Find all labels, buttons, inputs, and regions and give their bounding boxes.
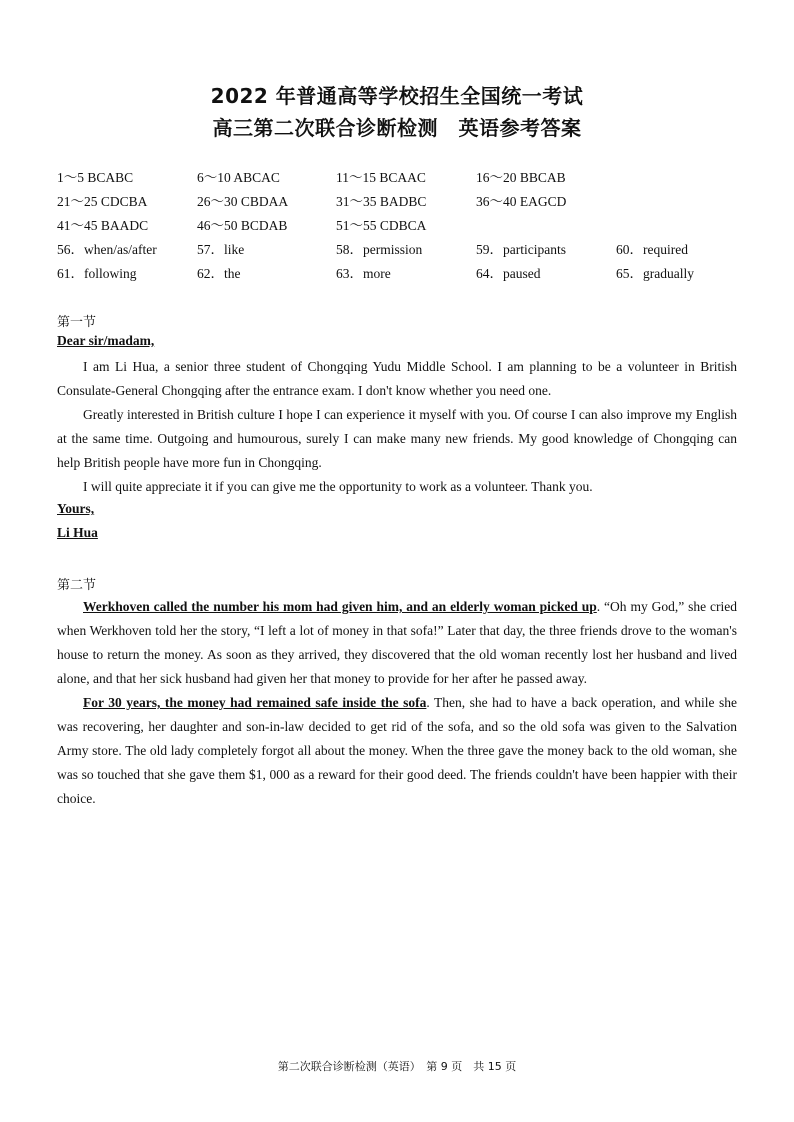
key-sentence: For 30 years, the money had remained safe inside the sofa xyxy=(83,695,427,710)
answer-row xyxy=(57,238,747,262)
answer-item: 56．when/as/after xyxy=(57,242,157,257)
story-paragraph xyxy=(57,595,737,691)
answer-item: 62．the xyxy=(197,266,241,281)
answer-item: 59．participants xyxy=(476,242,566,257)
answer-group: 51～55 CDBCA xyxy=(336,218,427,233)
answer-item: 60．required xyxy=(616,242,688,257)
answer-group: 36～40 EAGCD xyxy=(476,194,567,209)
answer-group: 31～35 BADBC xyxy=(336,194,427,209)
story-paragraph xyxy=(57,691,737,811)
key-sentence: Werkhoven called the number his mom had given him, and an elderly woman picked up xyxy=(83,599,597,614)
answer-group: 11～15 BCAAC xyxy=(336,170,426,185)
answer-group: 16～20 BBCAB xyxy=(476,170,566,185)
answer-item: 63．more xyxy=(336,266,391,281)
answer-key xyxy=(57,166,747,286)
page-footer: 第二次联合诊断检测（英语） 第 9 页 共 15 页 xyxy=(277,1060,517,1073)
answer-group: 21～25 CDCBA xyxy=(57,194,148,209)
paragraph-text: . Then, she had to have a back operation, and while she was recovering, her daughter and son-in-law decided to get rid of the sofa, and so the old sofa was given to the Salvation Army store. The old lady completely forgot all about the money. When the three gave the money back to the old woman, she was so touched that she gave them $1, 000 as a reward for their good deed. The friends couldn't have been happier with their choice. xyxy=(57,695,738,806)
answer-item: 64．paused xyxy=(476,266,541,281)
answer-row xyxy=(57,166,747,190)
answer-item: 61．following xyxy=(57,266,137,281)
letter-paragraph: I am Li Hua, a senior three student of Chongqing Yudu Middle School. I am planning to be a volunteer in British Consulate-General Chongqing after the entrance exam. I don't know whether you need one. xyxy=(57,359,737,398)
answer-item: 65．gradually xyxy=(616,266,694,281)
document-subtitle: 高三第二次联合诊断检测 英语参考答案 xyxy=(212,116,582,140)
answer-group: 1～5 BCABC xyxy=(57,170,134,185)
section-heading-2: 第二节 xyxy=(57,578,97,593)
letter-salutation: Dear sir/madam, xyxy=(57,333,155,348)
answer-row xyxy=(57,190,747,214)
section-heading-1: 第一节 xyxy=(57,315,97,330)
answer-group: 41～45 BAADC xyxy=(57,218,149,233)
letter-signature: Li Hua xyxy=(57,525,98,540)
letter-closing: Yours, xyxy=(57,501,95,516)
answer-item: 58．permission xyxy=(336,242,423,257)
paragraph-text: . “Oh my God,” she cried when Werkhoven told her the story, “I left a lot of money in that sofa!” Later that day, the three friends drove to the woman's house to return the money. As soon as they arrived, they discovered that the old woman recently lost her husband and lived alone, and that her sick husband had given her that money to provide for her after he passed away. xyxy=(57,599,737,686)
letter-paragraph: I will quite appreciate it if you can give me the opportunity to work as a volunteer. Thank you. xyxy=(83,479,593,494)
answer-group: 6～10 ABCAC xyxy=(197,170,280,185)
letter-paragraph: Greatly interested in British culture I hope I can experience it myself with you. Of course I can also improve my English at the same time. Outgoing and humourous, surely I can make many new friends. My good knowledge of Chongqing can help British people have more fun in Chongqing. xyxy=(57,407,737,470)
answer-row xyxy=(57,262,747,286)
answer-item: 57．like xyxy=(197,242,245,257)
exam-title: 2022 年普通高等学校招生全国统一考试 xyxy=(210,84,584,108)
answer-group: 46～50 BCDAB xyxy=(197,218,288,233)
answer-group: 26～30 CBDAA xyxy=(197,194,289,209)
answer-row xyxy=(57,214,747,238)
